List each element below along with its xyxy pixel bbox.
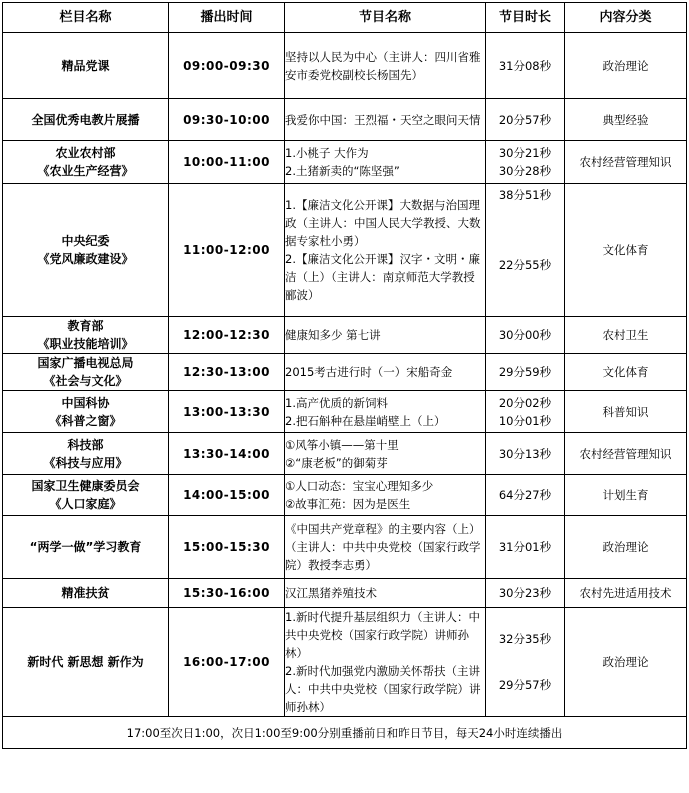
table-row [3,141,687,184]
program-item: 2.土猪新卖的“陈坚强” [285,164,400,178]
duration-value: 30分23秒 [498,586,552,600]
duration-cell [486,184,565,317]
air-time-cell: 15:00-15:30 [169,516,285,579]
column-name-line: 《职业技能培训》 [37,337,134,351]
column-name-cell [3,433,169,475]
air-time-cell: 09:00-09:30 [169,33,285,99]
header-category: 内容分类 [565,3,687,33]
duration-cell [486,317,565,354]
program-name-cell [285,608,486,717]
duration-cell [486,433,565,475]
category-cell: 农村经营管理知识 [565,433,687,475]
column-name-line: 《社会与文化》 [43,374,128,388]
duration-value: 31分01秒 [498,540,552,554]
program-name-cell [285,475,486,516]
table-row [3,317,687,354]
program-item: 健康知多少 第七讲 [285,328,381,342]
program-item: 1.高产优质的新饲料 [285,395,388,410]
header-row [3,3,687,33]
air-time-cell: 12:30-13:00 [169,354,285,391]
duration-cell [486,579,565,608]
table-row [3,475,687,516]
column-name-line: 精准扶贫 [61,586,110,600]
header-duration: 节目时长 [486,3,565,33]
duration-cell [486,475,565,516]
column-name-cell [3,579,169,608]
column-name-line: 农业农村部 [55,146,116,160]
duration-cell [486,99,565,141]
column-name-line: 中国科协 [61,395,110,410]
table-row [3,99,687,141]
table-row [3,33,687,99]
footer-row [3,717,687,749]
program-name-cell [285,579,486,608]
program-item: 2.把石斛种在悬崖峭壁上（上） [285,413,446,428]
table-row [3,608,687,717]
column-name-cell [3,141,169,184]
air-time-cell: 16:00-17:00 [169,608,285,717]
category-cell: 农村经营管理知识 [565,141,687,184]
program-item: 2015考古进行时（一）宋船奇金 [285,365,453,379]
program-item: 2.【廉洁文化公开课】汉字・文明・廉洁（上）（主讲人：南京师范大学教授郦波） [285,252,480,302]
program-name-cell [285,317,486,354]
program-name-cell [285,433,486,475]
category-cell: 文化体育 [565,184,687,317]
duration-value: 32分35秒 [498,632,552,646]
category-cell: 典型经验 [565,99,687,141]
header-column-name: 栏目名称 [3,3,169,33]
column-name-line: “两学一做”学习教育 [29,540,142,554]
column-name-line: 《科普之窗》 [49,413,122,428]
schedule-table [2,2,687,749]
duration-value: 30分21秒 [498,146,552,160]
category-cell: 农村卫生 [565,317,687,354]
program-item: 坚持以人民为中心（主讲人：四川省雅安市委党校副校长杨国先） [285,49,481,82]
column-name-cell [3,516,169,579]
category-cell: 文化体育 [565,354,687,391]
duration-value: 64分27秒 [498,488,552,502]
column-name-cell [3,99,169,141]
duration-value: 20分02秒 [498,395,552,410]
program-item: ①风筝小镇——第十里 [285,437,399,452]
column-name-line: 《农业生产经营》 [37,164,134,178]
duration-value: 22分55秒 [498,258,552,272]
air-time-cell: 12:00-12:30 [169,317,285,354]
program-item: 汉江黑猪养殖技术 [285,586,377,600]
column-name-line: 国家广播电视总局 [37,356,134,370]
duration-value: 38分51秒 [498,188,552,202]
category-cell: 计划生育 [565,475,687,516]
duration-value: 30分00秒 [498,328,552,342]
air-time-cell: 13:30-14:00 [169,433,285,475]
header-program-name: 节目名称 [285,3,486,33]
table-row [3,391,687,433]
column-name-line: 科技部 [67,437,104,452]
category-cell: 农村先进适用技术 [565,579,687,608]
column-name-line: 新时代 新思想 新作为 [27,655,144,669]
category-cell: 政治理论 [565,608,687,717]
table-row [3,354,687,391]
duration-value: 29分59秒 [498,365,552,379]
air-time-cell: 14:00-15:00 [169,475,285,516]
program-item: 1.【廉洁文化公开课】大数据与治国理政（主讲人：中国人民大学教授、大数据专家杜小勇） [285,198,481,248]
program-item: 1.新时代提升基层组织力（主讲人：中共中央党校（国家行政学院）讲师孙林） [285,610,480,660]
program-name-cell [285,33,486,99]
duration-cell [486,141,565,184]
column-name-line: 国家卫生健康委员会 [31,479,140,493]
duration-value: 20分57秒 [498,112,552,127]
air-time-cell: 10:00-11:00 [169,141,285,184]
program-item: ②“康老板”的御菊芽 [285,455,388,470]
program-item: ①人口动态：宝宝心理知多少 [285,479,434,493]
program-name-cell [285,354,486,391]
table-row [3,184,687,317]
footer-note: 17:00至次日1:00，次日1:00至9:00分别重播前日和昨日节目，每天24小时连续播出 [3,717,687,749]
category-cell: 科普知识 [565,391,687,433]
duration-value: 10分01秒 [498,413,552,428]
air-time-cell: 09:30-10:00 [169,99,285,141]
air-time-cell: 13:00-13:30 [169,391,285,433]
program-item: ②故事汇苑：因为是医生 [285,497,411,511]
program-name-cell [285,391,486,433]
column-name-line: 教育部 [67,319,104,333]
column-name-cell [3,475,169,516]
column-name-cell [3,354,169,391]
duration-cell [486,354,565,391]
duration-cell [486,391,565,433]
table-row [3,433,687,475]
duration-cell [486,608,565,717]
category-cell: 政治理论 [565,33,687,99]
column-name-line: 《党风廉政建设》 [37,252,134,266]
duration-value: 29分57秒 [498,678,552,692]
duration-cell [486,516,565,579]
column-name-line: 《科技与应用》 [43,455,128,470]
program-item: 2.新时代加强党内激励关怀帮扶（主讲人：中共中央党校（国家行政学院）讲师孙林） [285,664,481,714]
program-name-cell [285,184,486,317]
program-item: 我爱你中国：王烈福・天空之眼问天情 [285,112,481,127]
table-row [3,579,687,608]
column-name-cell [3,391,169,433]
duration-cell [486,33,565,99]
program-name-cell [285,141,486,184]
column-name-line: 《人口家庭》 [49,497,122,511]
program-item: 《中国共产党章程》的主要内容（上）（主讲人：中共中央党校（国家行政学院）教授李志勇） [285,522,481,572]
column-name-cell [3,33,169,99]
duration-value: 31分08秒 [498,58,552,73]
table-row [3,516,687,579]
program-name-cell [285,99,486,141]
duration-value: 30分28秒 [498,164,552,178]
duration-value: 30分13秒 [498,446,552,461]
column-name-line: 全国优秀电教片展播 [31,112,140,127]
column-name-cell [3,184,169,317]
air-time-cell: 15:30-16:00 [169,579,285,608]
column-name-cell [3,317,169,354]
program-name-cell [285,516,486,579]
air-time-cell: 11:00-12:00 [169,184,285,317]
header-air-time: 播出时间 [169,3,285,33]
program-item: 1.小桃子 大作为 [285,146,369,160]
column-name-cell [3,608,169,717]
column-name-line: 精品党课 [61,58,110,73]
column-name-line: 中央纪委 [61,234,110,248]
category-cell: 政治理论 [565,516,687,579]
